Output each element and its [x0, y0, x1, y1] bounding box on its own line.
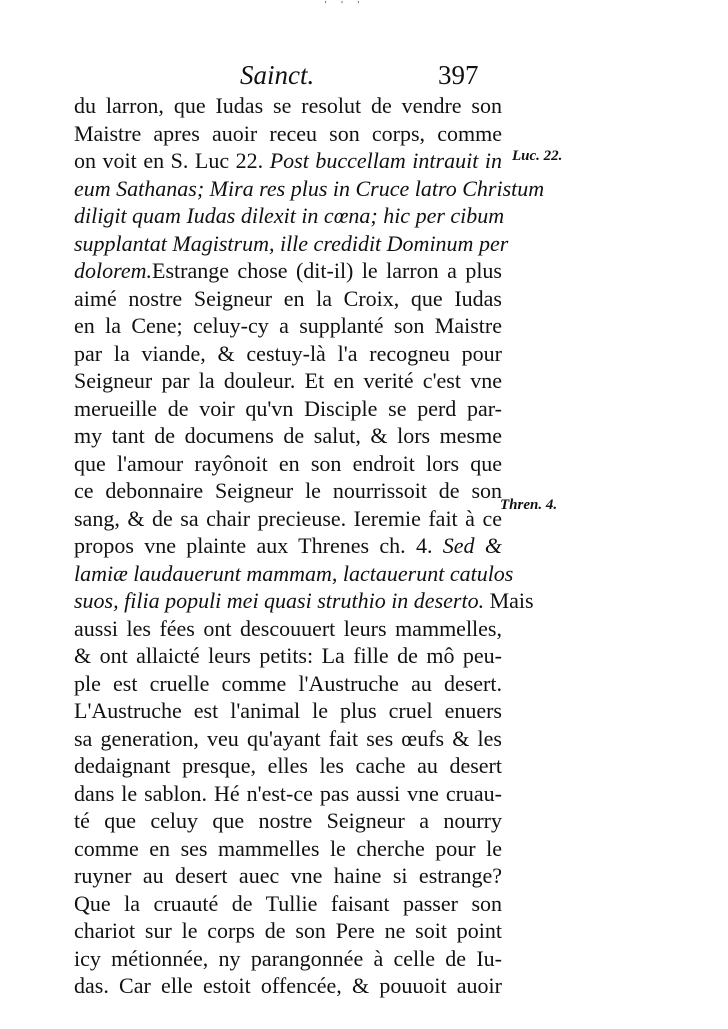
text-line — [74, 230, 509, 258]
text-line — [74, 780, 502, 808]
french-text: en la Cene; celuy-cy a supplanté son Maistre — [74, 313, 502, 338]
french-text: dedaignant presque, elles les cache au desert — [74, 753, 502, 778]
latin-quotation: dolorem. — [74, 258, 153, 283]
text-line — [74, 697, 502, 725]
latin-quotation: lamiæ laudauerunt mammam, lactauerunt catulos — [74, 560, 514, 586]
french-text: Seigneur par la douleur. Et en verité c'est vne — [74, 368, 502, 393]
french-text: Maistre apres auoir receu son corps, comme — [74, 120, 502, 146]
text-line — [74, 560, 514, 588]
french-text: das. Car elle estoit offencée, & pouuoit auoir — [74, 973, 502, 998]
french-text: my tant de documens de salut, & lors mesme — [74, 423, 502, 448]
french-text: & ont allaicté leurs petits: La fille de mô peu- — [74, 643, 502, 668]
text-line — [74, 285, 502, 313]
latin-quotation: Post buccellam intrauit in — [269, 148, 502, 173]
text-line — [74, 422, 502, 450]
text-line — [74, 890, 502, 918]
text-line — [74, 972, 502, 1000]
text-line — [74, 862, 502, 890]
french-text: propos vne plainte aux Threnes ch. 4. — [74, 533, 443, 558]
text-line — [74, 92, 502, 120]
latin-quotation: suos, filia populi mei quasi struthio in deserto. — [74, 588, 485, 613]
french-text: que l'amour rayônoit en son endroit lors que — [74, 450, 502, 476]
french-text: chariot sur le corps de son Pere ne soit point — [74, 918, 502, 943]
latin-quotation: diligit quam Iudas dilexit in cœna; hic per cibum — [74, 203, 505, 228]
french-text: par la viande, & cestuy-là l'a recogneu pour — [74, 340, 502, 366]
running-title: Sainct. — [240, 60, 315, 90]
french-text: icy métionnée, ny parangonnée à celle de Iu- — [74, 945, 502, 971]
text-line — [74, 670, 502, 698]
french-text: dans le sablon. Hé n'est-ce pas aussi vne cruau- — [74, 780, 502, 806]
text-line — [74, 367, 502, 395]
text-line — [74, 752, 502, 780]
french-text: ce debonnaire Seigneur le nourrissoit de son — [74, 478, 502, 503]
text-line — [74, 642, 502, 670]
latin-quotation: Sed & — [442, 533, 502, 558]
latin-quotation: eum Sathanas; Mira res plus in Cruce latro Christum — [74, 175, 545, 201]
french-text: comme en ses mammelles le cherche pour le — [74, 835, 502, 861]
latin-quotation: supplantat Magistrum, ille credidit Dominum per — [74, 230, 509, 256]
french-text: aussi les fées ont descouuert leurs mammelles, — [74, 615, 502, 641]
text-line — [74, 917, 502, 945]
text-line — [74, 395, 502, 423]
french-text: aimé nostre Seigneur en la Croix, que Iudas — [74, 285, 502, 311]
french-text: merueille de voir qu'vn Disciple se perd par- — [74, 395, 502, 421]
text-line — [74, 450, 502, 478]
marginal-note-luc: Luc. 22. — [512, 148, 563, 164]
text-line — [74, 340, 502, 368]
text-line — [74, 532, 502, 560]
french-text: ruyner au desert auec vne haine si estrange? — [74, 863, 502, 888]
text-line — [74, 202, 505, 230]
text-line — [74, 147, 502, 175]
french-text: Mais — [484, 588, 534, 613]
marginal-note-thren: Thren. 4. — [500, 497, 558, 513]
text-line — [74, 120, 502, 148]
text-line — [74, 175, 545, 203]
text-line — [74, 615, 502, 643]
header-ornament: ' ' ' — [324, 0, 366, 11]
french-text: sang, & de sa chair precieuse. Ieremie fait à ce — [74, 505, 502, 531]
text-line — [74, 945, 502, 973]
text-line — [74, 257, 502, 285]
french-text: L'Austruche est l'animal le plus cruel enuers — [74, 698, 502, 723]
text-line — [74, 587, 534, 615]
text-line — [74, 807, 502, 835]
text-line — [74, 835, 502, 863]
french-text: sa generation, veu qu'ayant fait ses œufs & les — [74, 725, 502, 751]
french-text: on voit en S. Luc 22. — [74, 148, 270, 173]
text-line — [74, 477, 502, 505]
french-text: ple est cruelle comme l'Austruche au desert. — [74, 670, 502, 696]
french-text: Que la cruauté de Tullie faisant passer son — [74, 890, 502, 916]
french-text: du larron, que Iudas se resolut de vendre son — [74, 93, 502, 118]
french-text: Estrange chose (dit-il) le larron a plus — [152, 258, 502, 283]
french-text: té que celuy que nostre Seigneur a nourry — [74, 808, 502, 833]
text-line — [74, 505, 502, 533]
text-line — [74, 312, 502, 340]
page-number: 397 — [438, 60, 479, 90]
text-line — [74, 725, 502, 753]
